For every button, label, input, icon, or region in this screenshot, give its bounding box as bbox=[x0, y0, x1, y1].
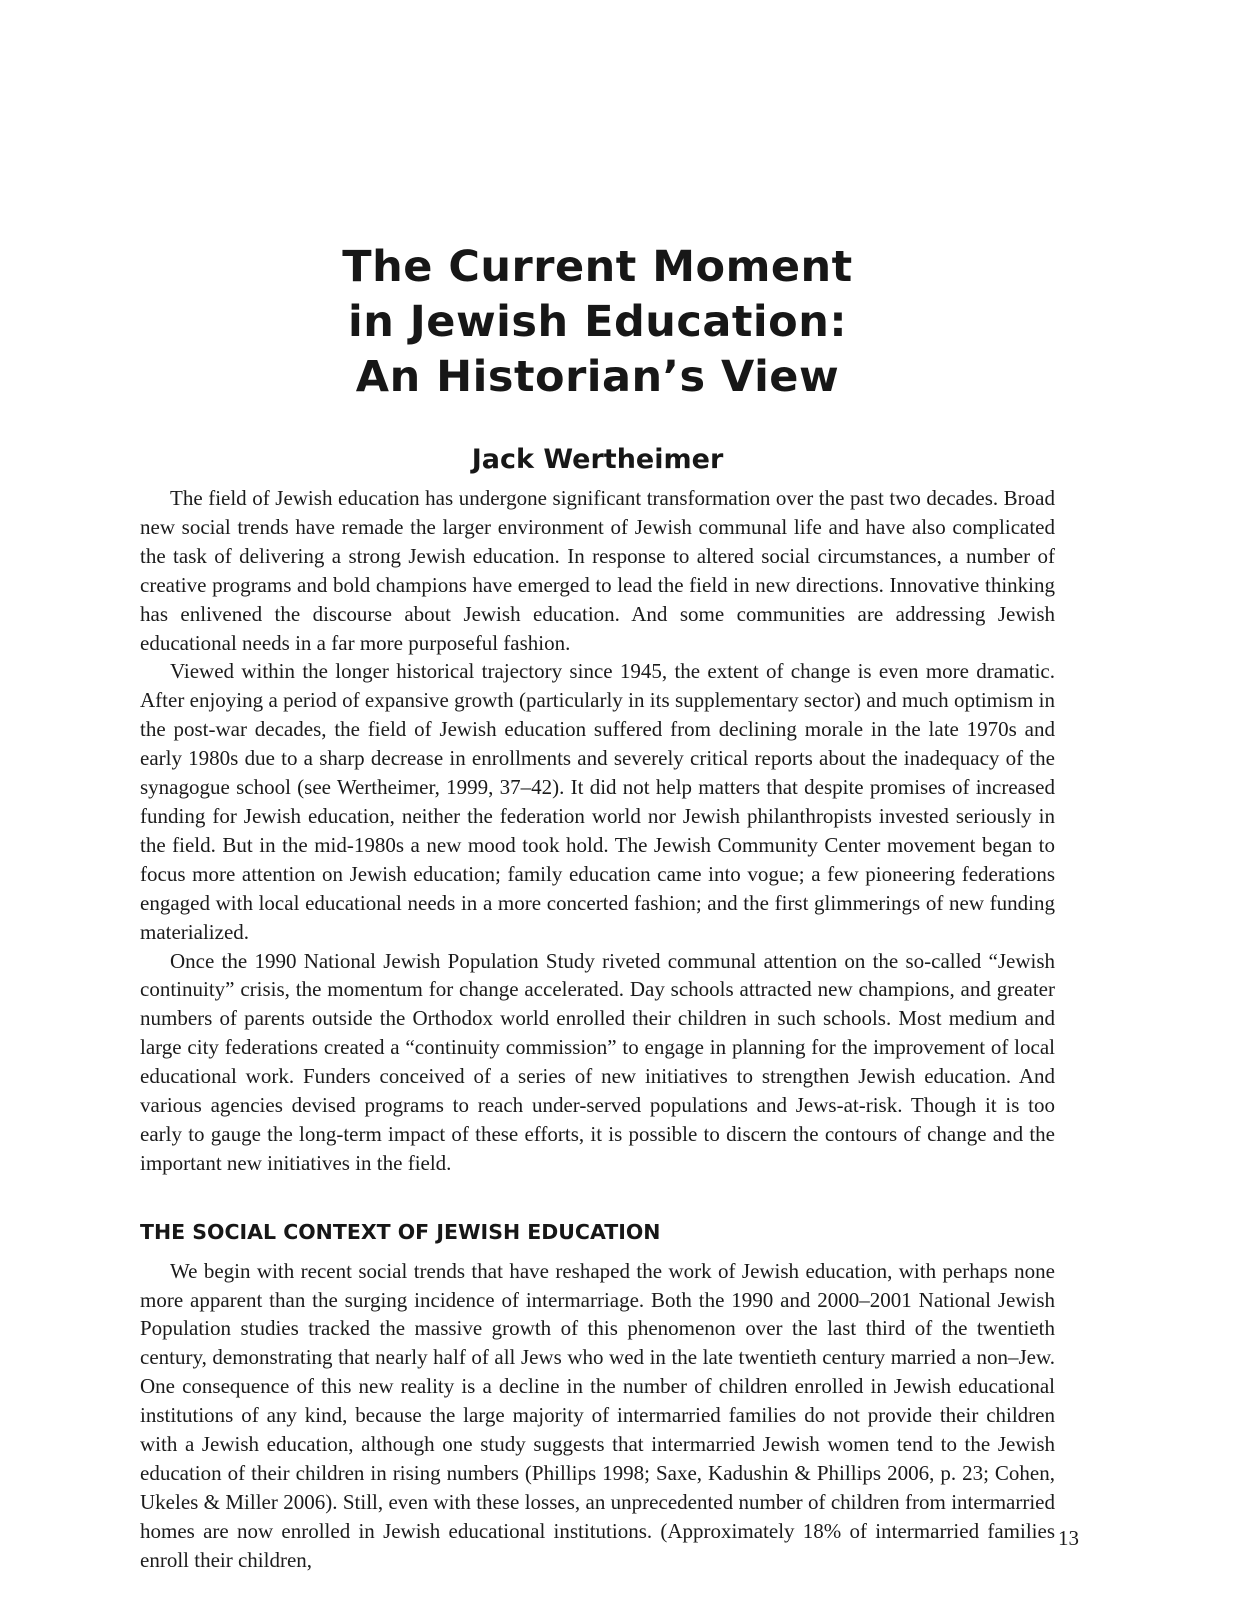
title-line-2: in Jewish Education: bbox=[347, 297, 848, 347]
title-line-3: An Historian’s View bbox=[355, 352, 840, 402]
intro-paragraph-2: Viewed within the longer historical trajectory since 1945, the extent of change is even more dramatic. After enjoying a period of expansive growth (particularly in its supplementary sector) and much optimism in the post-war decades, the field of Jewish education suffered from declining morale in the late 1970s and early 1980s due to a sharp decrease in enrollments and severely critical reports about the inadequacy of the synagogue school (see Wertheimer, 1999, 37–42). It did not help matters that despite promises of increased funding for Jewish education, neither the federation world nor Jewish philanthropists invested seriously in the field. But in the mid-1980s a new mood took hold. The Jewish Community Center movement began to focus more attention on Jewish education; family education came into vogue; a few pioneering federations engaged with local educational needs in a more concerted fashion; and the first glimmerings of new funding materialized. bbox=[140, 659, 1055, 944]
section-paragraph-1: We begin with recent social trends that have reshaped the work of Jewish education, with perhaps none more apparent than the surging incidence of intermarriage. Both the 1990 and 2000–2001 National Jewish Population studies tracked the massive growth of this phenomenon over the last third of the twentieth century, demonstrating that nearly half of all Jews who wed in the late twentieth century married a non–Jew. One consequence of this new reality is a decline in the number of children enrolled in Jewish educational institutions of any kind, because the large majority of intermarried families do not provide their children with a Jewish education, although one study suggests that intermarried Jewish women tend to the Jewish education of their children in rising numbers (Phillips 1998; Saxe, Kadushin & Phillips 2006, p. 23; Cohen, Ukeles & Miller 2006). Still, even with these losses, an unprecedented number of children from intermarried homes are now enrolled in Jewish educational institutions. (Approximately 18% of intermarried families enroll their children, bbox=[140, 1258, 1055, 1572]
section-heading: THE SOCIAL CONTEXT OF JEWISH EDUCATION bbox=[140, 1219, 661, 1244]
author-name: Jack Wertheimer bbox=[471, 444, 724, 475]
article-title bbox=[140, 240, 1055, 405]
page-number: 13 bbox=[1058, 1526, 1079, 1550]
article-body bbox=[140, 484, 1055, 1575]
title-line-1: The Current Moment bbox=[342, 242, 853, 292]
intro-paragraph-3: Once the 1990 National Jewish Population Study riveted communal attention on the so-called “Jewish continuity” crisis, the momentum for change accelerated. Day schools attracted new champions, and greater numbers of parents outside the Orthodox world enrolled their children in such schools. Most medium and large city federations created a “continuity commission” to engage in planning for the improvement of local educational work. Funders conceived of a series of new initiatives to strengthen Jewish education. And various agencies devised programs to reach under-served populations and Jews-at-risk. Though it is too early to gauge the long-term impact of these efforts, it is possible to discern the contours of change and the important new initiatives in the field. bbox=[140, 948, 1055, 1175]
intro-paragraph-1: The field of Jewish education has undergone significant transformation over the past two decades. Broad new social trends have remade the larger environment of Jewish communal life and have also complicated the task of delivering a strong Jewish education. In response to altered social circumstances, a number of creative programs and bold champions have emerged to lead the field in new directions. Innovative thinking has enlivened the discourse about Jewish education. And some communities are addressing Jewish educational needs in a far more purposeful fashion. bbox=[140, 486, 1055, 655]
